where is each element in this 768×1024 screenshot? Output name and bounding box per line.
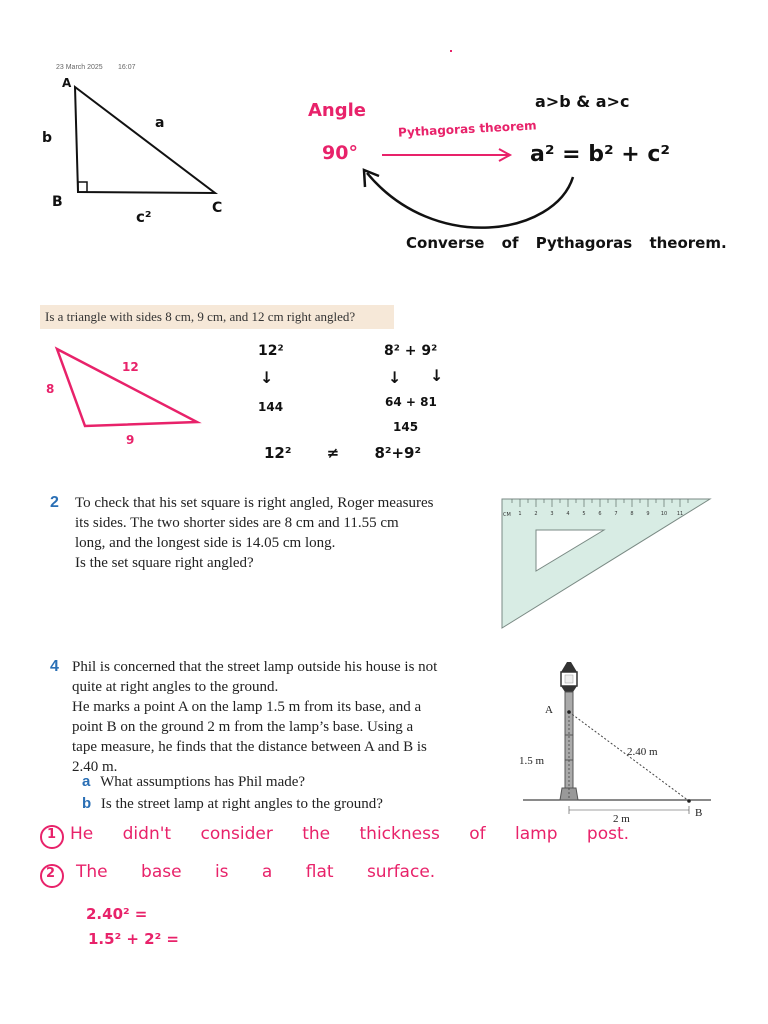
side-12-label: 12 (122, 360, 139, 374)
ruler-tick: 1 (518, 511, 522, 517)
rhs-expression: 8² + 9² (384, 343, 438, 359)
ruler-tick: 9 (646, 511, 650, 517)
answer-2-text: The base is a flat surface. (76, 862, 436, 882)
pythagoras-equation: a² = b² + c² (530, 142, 671, 167)
q4-sub-b (82, 794, 383, 814)
q4-sub-a (82, 772, 305, 792)
red-dot-mark (450, 50, 452, 52)
rhs-sum: 145 (393, 420, 419, 434)
q4-number: 4 (50, 658, 59, 675)
ruler-unit: CM (503, 512, 511, 518)
q4-line: Phil is concerned that the street lamp outside his house is not (72, 659, 438, 675)
q4-sub-b-letter: b (82, 795, 92, 812)
q2-line: its sides. The two shorter sides are 8 cm and 11.55 cm (75, 515, 399, 531)
ruler-tick: 4 (566, 511, 570, 517)
vertex-a-label: A (62, 76, 72, 90)
rhs-down-arrow-1-icon: ↓ (388, 368, 402, 387)
angle-label: Angle (308, 100, 367, 121)
date-stamp: 23 March 2025 (56, 64, 103, 71)
question-text: Is a triangle with sides 8 cm, 9 cm, and 12 cm right angled? (45, 309, 356, 324)
time-stamp: 16:07 (118, 64, 136, 71)
q4-sub-a-letter: a (82, 773, 91, 790)
question-banner (40, 305, 394, 329)
ruler-tick: 8 (630, 511, 634, 517)
set-square-diagram (500, 497, 715, 632)
q4-line: tape measure, he finds that the distance between A and B is (72, 739, 427, 755)
q2-text (75, 493, 475, 573)
pythagoras-arrow-label: Pythagoras theorem (397, 118, 537, 140)
lhs-down-arrow-icon: ↓ (260, 368, 274, 387)
calc-line-2: 1.5² + 2² = (88, 930, 179, 948)
point-b-label: B (695, 807, 703, 819)
q4-line: quite at right angles to the ground. (72, 679, 279, 695)
answer-2-number: 2 (46, 866, 56, 881)
q2-line: long, and the longest side is 14.05 cm long. (75, 535, 336, 551)
q2-line: To check that his set square is right angled, Roger measures (75, 495, 434, 511)
base-label: 2 m (613, 813, 630, 825)
lhs-expression: 12² (258, 343, 284, 359)
vertex-c-label: C (212, 200, 223, 216)
calc-line-1: 2.40² = (86, 905, 148, 923)
ruler-tick: 5 (582, 511, 586, 517)
q4-text (72, 657, 482, 777)
ruler-tick: 3 (550, 511, 554, 517)
ruler-tick: 2 (534, 511, 538, 517)
height-label: 1.5 m (519, 755, 545, 767)
q4-line: 2.40 m. (72, 759, 118, 775)
side-a-label: a (155, 115, 165, 131)
ruler-tick: 11 (676, 511, 684, 517)
ruler-tick: 6 (598, 511, 602, 517)
condition-text: a>b & a>c (535, 92, 630, 111)
side-c-label: c² (136, 208, 152, 226)
q2-line: Is the set square right angled? (75, 555, 254, 571)
vertex-b-label: B (52, 194, 63, 210)
pink-triangle-drawing (50, 345, 210, 435)
q2-number: 2 (50, 494, 59, 511)
conclusion-inequality: 12² ≠ 8²+9² (264, 444, 422, 462)
q4-sub-b-text: Is the street lamp at right angles to the ground? (100, 796, 383, 812)
answer-1-number: 1 (47, 827, 57, 842)
rhs-values: 64 + 81 (385, 395, 437, 409)
side-9-label: 9 (126, 433, 135, 447)
side-8-label: 8 (46, 382, 55, 396)
ruler-tick: 10 (660, 511, 668, 517)
street-lamp-diagram (515, 660, 715, 825)
lhs-value: 144 (258, 400, 284, 414)
side-b-label: b (42, 130, 53, 146)
ruler-tick: 7 (614, 511, 618, 517)
right-arrow-icon (380, 146, 515, 166)
q4-sub-a-text: What assumptions has Phil made? (100, 774, 306, 790)
hyp-label: 2.40 m (627, 746, 658, 758)
point-a-label: A (545, 704, 553, 716)
converse-label: Converse of Pythagoras theorem. (406, 234, 727, 252)
q4-line: point B on the ground 2 m from the lamp’s base. Using a (72, 719, 414, 735)
rhs-down-arrow-2-icon: ↓ (430, 366, 444, 385)
angle-value: 90° (322, 142, 358, 164)
q4-line: He marks a point A on the lamp 1.5 m from its base, and a (72, 699, 422, 715)
answer-1-text: He didn't consider the thickness of lamp post. (70, 824, 630, 844)
converse-curved-arrow-icon (355, 165, 585, 245)
